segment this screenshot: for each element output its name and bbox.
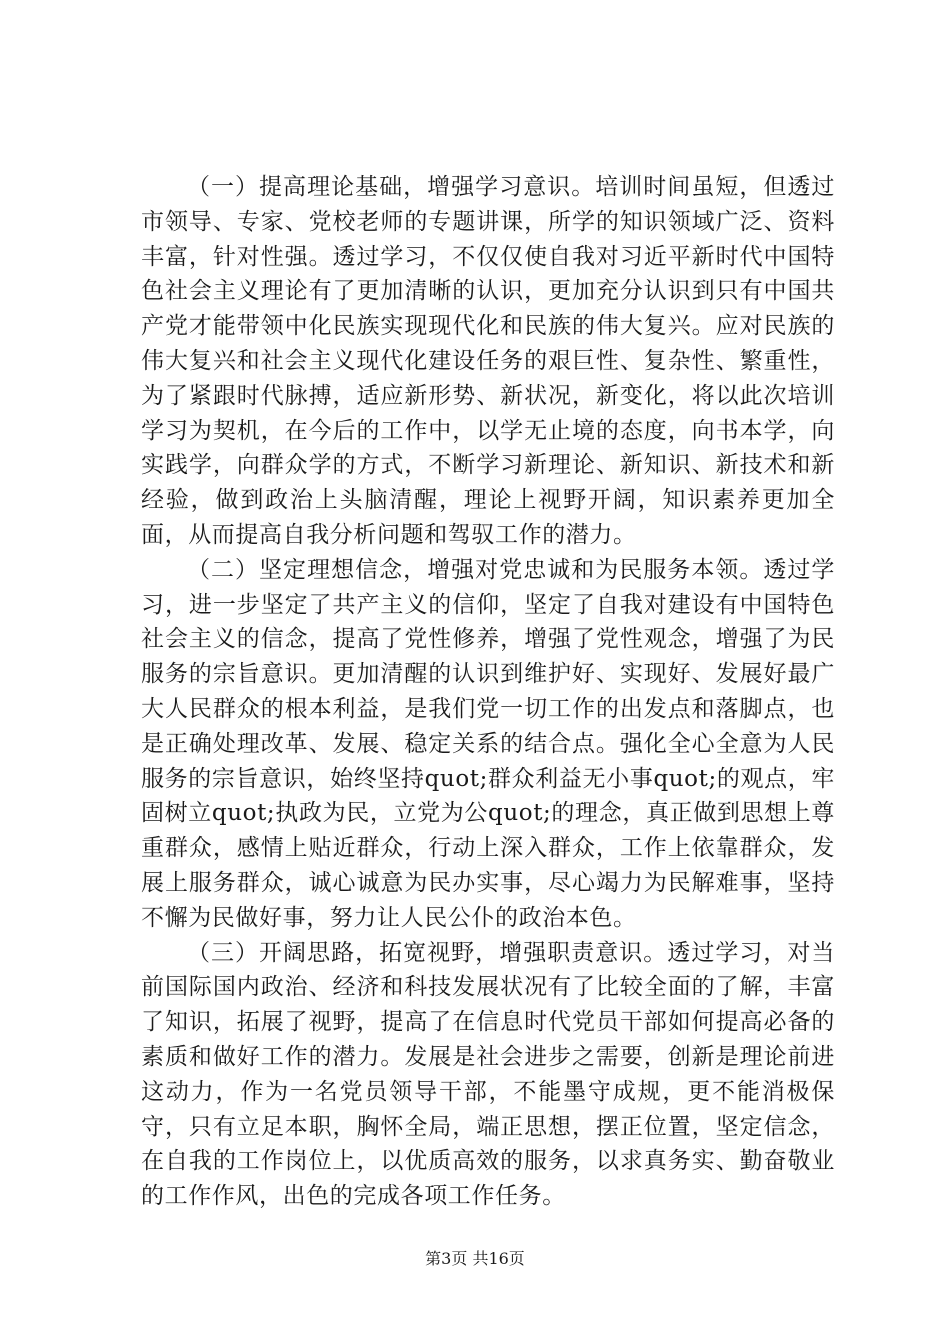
page-number-footer: 第3页 共16页: [425, 1249, 525, 1268]
document-body: [141, 170, 835, 1214]
paragraph-2: （二）坚定理想信念，增强对党忠诚和为民服务本领。透过学习，进一步坚定了共产主义的信仰，坚定了自我对建设有中国特色社会主义的信念，提高了党性修养，增强了党性观念，增强了为民服务的宗旨意识。更加清醒的认识到维护好、实现好、发展好最广大人民群众的根本利益，是我们党一切工作的出发点和落脚点，也是正确处理改革、发展、稳定关系的结合点。强化全心全意为人民服务的宗旨意识，始终坚持quot;群众利益无小事quot;的观点，牢固树立quot;执政为民，立党为公quot;的理念，真正做到思想上尊重群众，感情上贴近群众，行动上深入群众，工作上依靠群众，发展上服务群众，诚心诚意为民办实事，尽心竭力为民解难事，坚持不懈为民做好事，努力让人民公仆的政治本色。: [141, 556, 835, 931]
paragraph-3: （三）开阔思路，拓宽视野，增强职责意识。透过学习，对当前国际国内政治、经济和科技发展状况有了比较全面的了解，丰富了知识，拓展了视野，提高了在信息时代党员干部如何提高必备的素质和做好工作的潜力。发展是社会进步之需要，创新是理论前进这动力，作为一名党员领导干部，不能墨守成规，更不能消极保守，只有立足本职，胸怀全局，端正思想，摆正位置，坚定信念，在自我的工作岗位上，以优质高效的服务，以求真务实、勤奋敬业的工作作风，出色的完成各项工作任务。: [141, 939, 835, 1210]
paragraph-1: （一）提高理论基础，增强学习意识。培训时间虽短，但透过市领导、专家、党校老师的专题讲课，所学的知识领域广泛、资料丰富，针对性强。透过学习，不仅仅使自我对习近平新时代中国特色社会主义理论有了更加清晰的认识，更加充分认识到只有中国共产党才能带领中化民族实现现代化和民族的伟大复兴。应对民族的伟大复兴和社会主义现代化建设任务的艰巨性、复杂性、繁重性，为了紧跟时代脉搏，适应新形势、新状况，新变化，将以此次培训学习为契机，在今后的工作中，以学无止境的态度，向书本学，向实践学，向群众学的方式，不断学习新理论、新知识、新技术和新经验，做到政治上头脑清醒，理论上视野开阔，知识素养更加全面，从而提高自我分析问题和驾驭工作的潜力。: [141, 174, 835, 548]
